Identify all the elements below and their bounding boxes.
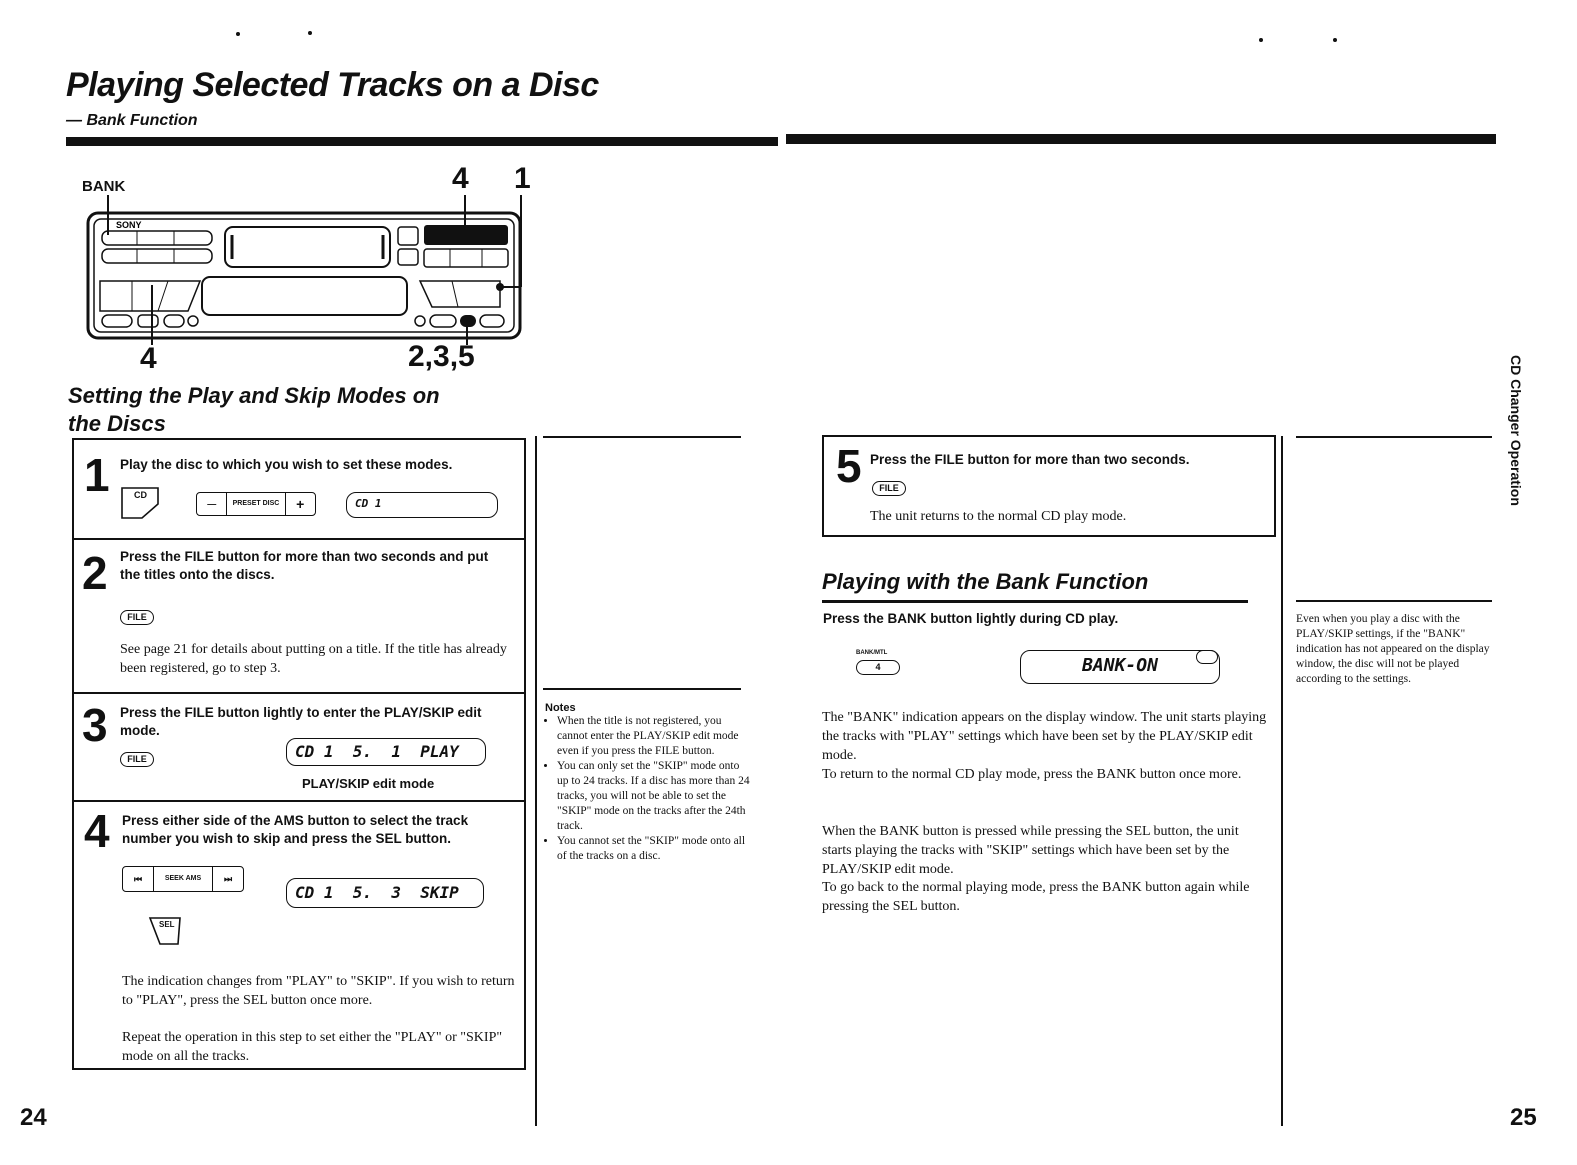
file-button[interactable]: FILE <box>872 481 906 496</box>
scan-dot <box>308 31 312 35</box>
step-body: The unit returns to the normal CD play mode. <box>870 509 1127 524</box>
side-note-top-rule <box>1296 436 1492 438</box>
preset-disc-button[interactable] <box>196 492 316 516</box>
step-number: 3 <box>82 699 108 751</box>
seek-ams-label: SEEK AMS <box>154 867 213 891</box>
display-skip <box>286 878 484 908</box>
cd-button-icon <box>120 486 160 520</box>
sel-button-icon[interactable] <box>148 916 182 946</box>
notes-list <box>545 714 753 864</box>
callout-4-top: 4 <box>452 162 469 195</box>
notes-rule <box>543 688 741 690</box>
side-note-rule <box>1296 600 1492 602</box>
section-side-tab <box>1508 355 1536 525</box>
disc-indicator-icon <box>1196 650 1218 664</box>
step-1 <box>74 440 524 540</box>
step-title: Press either side of the AMS button to select the track number you wish to skip and press the SEL button. <box>122 813 469 846</box>
step-2 <box>74 540 524 694</box>
seek-ams-button[interactable] <box>122 866 244 892</box>
side-tab-text: CD Changer Operation <box>1508 355 1524 506</box>
preset-disc-label: PRESET DISC <box>227 493 285 515</box>
step-body-1: The indication changes from "PLAY" to "SKIP". If you wish to return to "PLAY", press the SEL button once more. <box>122 974 515 1008</box>
section2-para1: The "BANK" indication appears on the display window. The unit starts playing the tracks with "PLAY" settings which have been set by the PLAY/SKIP edit mode. <box>822 710 1267 763</box>
page-title: Playing Selected Tracks on a Disc <box>66 66 599 104</box>
display-play <box>286 738 486 766</box>
brand-text: SONY <box>116 220 142 230</box>
sel-label: SEL <box>159 920 175 929</box>
note-item: • When the title is not registered, you cannot enter the PLAY/SKIP edit mode even if you press the FILE button. <box>557 714 753 759</box>
note-item: • You cannot set the "SKIP" mode onto all of the tracks on a disc. <box>557 834 753 864</box>
bank-button-label: BANK/MTL <box>856 650 888 656</box>
notes-top-rule <box>543 436 741 438</box>
section2-para2: To return to the normal CD play mode, press the BANK button once more. <box>822 767 1242 782</box>
edit-mode-caption: PLAY/SKIP edit mode <box>302 776 435 791</box>
section2-instruction: Press the BANK button lightly during CD play. <box>823 611 1119 626</box>
side-note-divider <box>1281 436 1283 1126</box>
step-body-2: Repeat the operation in this step to set either the "PLAY" or "SKIP" mode on all the tracks. <box>122 1030 503 1064</box>
side-note: Even when you play a disc with the PLAY/SKIP settings, if the "BANK" indication has not appeared on the display window, the disc will not be played according to the settings. <box>1296 613 1490 685</box>
seek-next-icon[interactable]: ⏭ <box>223 873 233 884</box>
display-cd1 <box>346 492 498 518</box>
lcd-text: BANK-ON <box>1082 655 1158 676</box>
file-button[interactable]: FILE <box>120 610 154 625</box>
scan-dot <box>1259 38 1263 42</box>
section2-rule <box>822 600 1248 603</box>
step-number: 1 <box>84 449 110 501</box>
scan-dot <box>236 32 240 36</box>
preset-plus[interactable]: + <box>296 496 305 512</box>
header-rule-left <box>66 137 778 146</box>
seek-prev-icon[interactable]: ⏮ <box>123 867 154 891</box>
step-body: See page 21 for details about putting on a title. If the title has already been registered, go to step 3. <box>120 642 507 676</box>
header-rule-right <box>786 134 1496 144</box>
section1-heading-line2: the Discs <box>68 411 166 436</box>
file-button[interactable]: FILE <box>120 752 154 767</box>
section2-para3: When the BANK button is pressed while pressing the SEL button, the unit starts playing the tracks with "SKIP" settings which have been set by the PLAY/SKIP edit mode. <box>822 824 1239 877</box>
section1-heading-line1: Setting the Play and Skip Modes on <box>68 383 440 408</box>
page-subtitle: — Bank Function <box>66 112 198 129</box>
step-3 <box>74 694 524 802</box>
step-number: 5 <box>836 440 862 492</box>
cd-button-label: CD <box>134 490 147 500</box>
lcd-text: CD 1 <box>355 497 382 510</box>
step-title: Press the FILE button for more than two seconds and put the titles onto the discs. <box>120 549 489 582</box>
callout-4-bottom: 4 <box>140 342 157 375</box>
callout-235-bottom: 2,3,5 <box>408 340 475 373</box>
lcd-text: CD 1 5. 3 SKIP <box>295 883 459 902</box>
lcd-text: CD 1 5. 1 PLAY <box>295 742 459 761</box>
section2-heading: Playing with the Bank Function <box>822 569 1149 594</box>
steps-box <box>72 438 526 1070</box>
step-title: Press the FILE button lightly to enter the PLAY/SKIP edit mode. <box>120 705 482 738</box>
preset-minus[interactable]: — <box>197 493 227 515</box>
step-5-box <box>822 435 1276 537</box>
step-title: Play the disc to which you wish to set these modes. <box>120 457 453 472</box>
display-bank-on <box>1020 650 1220 684</box>
step-number: 2 <box>82 547 108 599</box>
step-4 <box>74 802 524 1072</box>
step-title: Press the FILE button for more than two seconds. <box>870 452 1190 467</box>
scan-dot <box>1333 38 1337 42</box>
section2-para4: To go back to the normal playing mode, press the BANK button again while pressing the SEL button. <box>822 880 1250 914</box>
step-number: 4 <box>84 805 110 857</box>
page-number-right: 25 <box>1510 1104 1537 1131</box>
page-number-left: 24 <box>20 1104 47 1131</box>
note-item: • You can only set the "SKIP" mode onto up to 24 tracks. If a disc has more than 24 tracks, you will not be able to set the "SKIP" mode on the tracks after the 24th track. <box>557 759 753 834</box>
callout-1-top: 1 <box>514 162 531 195</box>
notes-heading: Notes <box>545 702 576 714</box>
bank-label: BANK <box>82 178 126 195</box>
bank-button[interactable]: 4 <box>856 660 900 675</box>
car-stereo-illustration <box>80 195 530 345</box>
notes-divider <box>535 436 537 1126</box>
